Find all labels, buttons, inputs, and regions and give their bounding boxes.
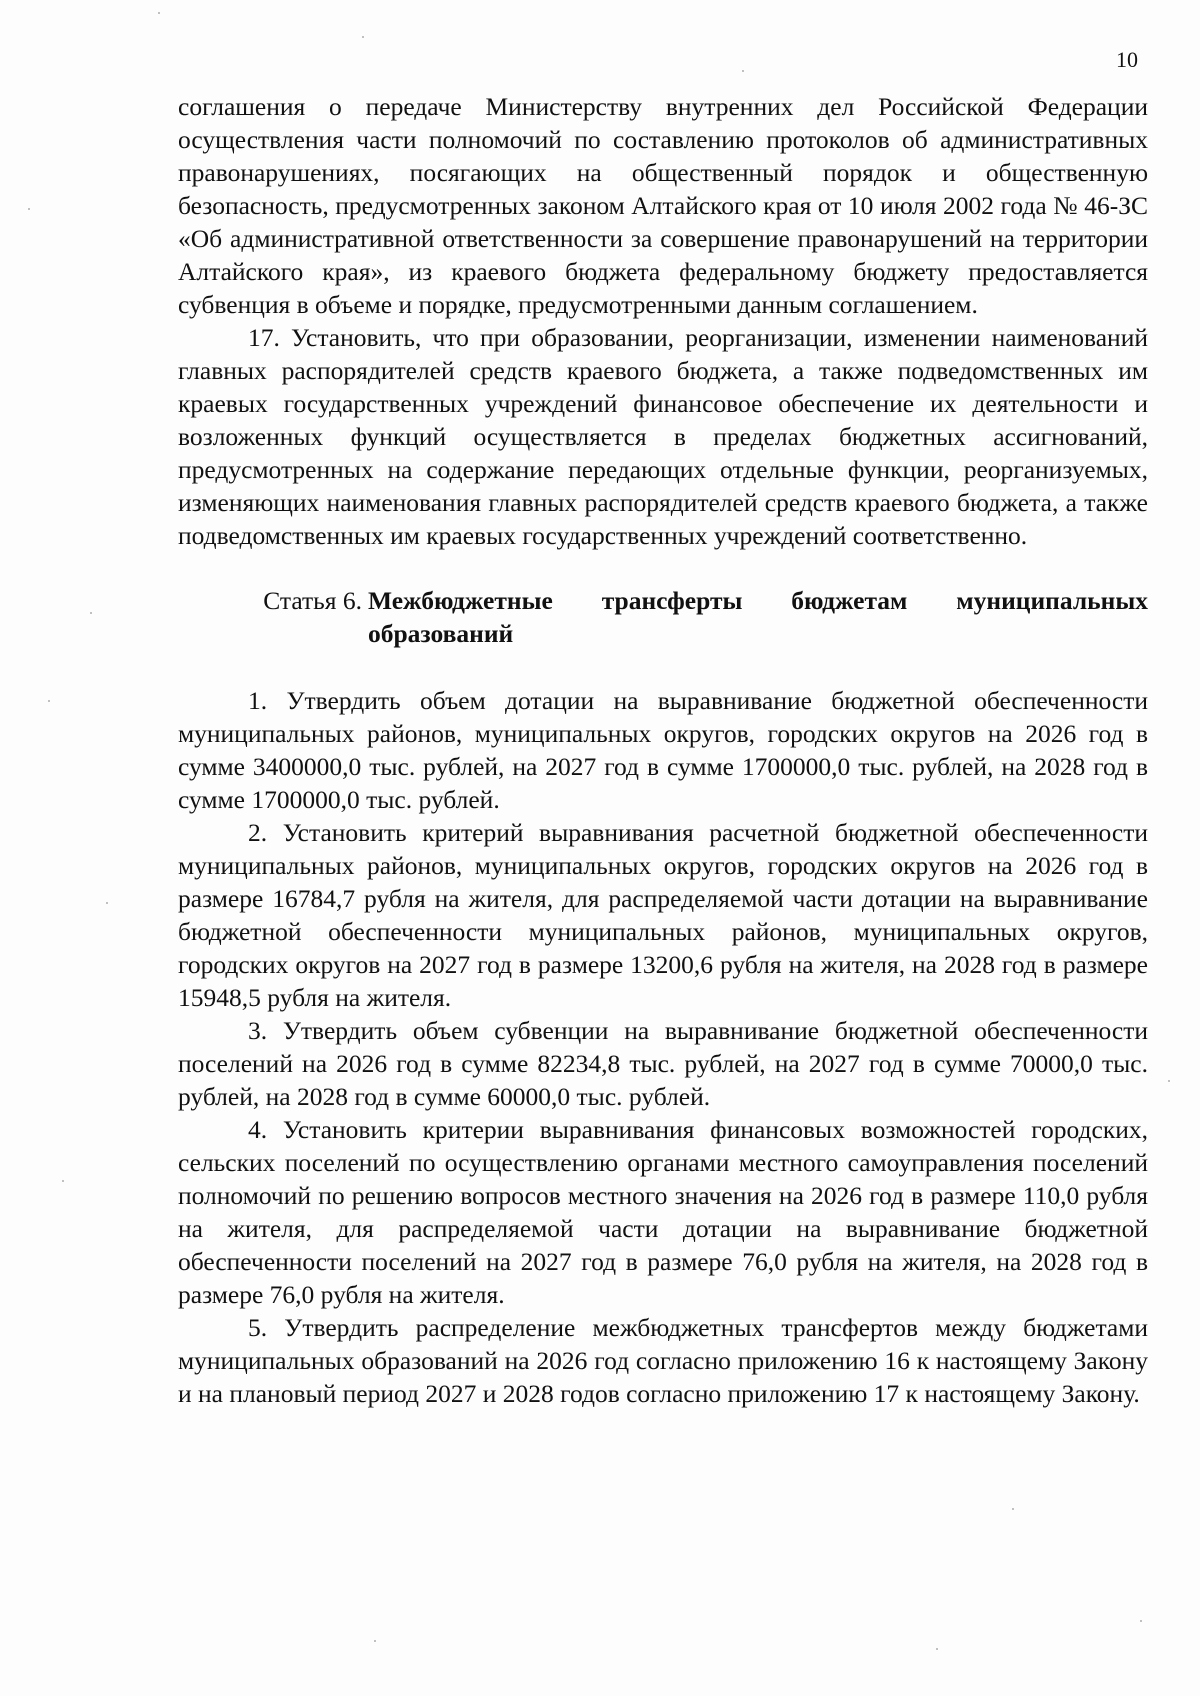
- scan-speck: [374, 1640, 376, 1642]
- paragraph-item-1: 1. Утвердить объем дотации на выравнивание бюджетной обеспеченности муниципальных районов, муниципальных округов, городских округов на 2026 год в сумме 3400000,0 тыс. рублей, на 2027 год в сумме 1700000,0 тыс. рублей, на 2028 год в сумме 1700000,0 тыс. рублей.: [178, 686, 1148, 814]
- scan-speck: [1168, 1080, 1170, 1082]
- document-body: [178, 90, 1148, 1410]
- paragraph-continuation: соглашения о передаче Министерству внутренних дел Российской Федерации осуществления части полномочий по составлению протоколов об административных правонарушениях, посягающих на общественный порядок и общественную безопасность, предусмотренных законом Алтайского края от 10 июля 2002 года № 46-ЗС «Об административной ответственности за совершение правонарушений на территории Алтайского края», из краевого бюджета федеральному бюджету предоставляется субвенция в объеме и порядке, предусмотренными данным соглашением.: [178, 92, 1148, 319]
- scan-speck: [1140, 1620, 1142, 1622]
- page-number: 10: [1116, 47, 1138, 72]
- paragraph-item-2: 2. Установить критерий выравнивания расчетной бюджетной обеспеченности муниципальных районов, муниципальных округов, городских округов на 2026 год в размере 16784,7 рубля на жителя, для распределяемой части дотации на выравнивание бюджетной обеспеченности муниципальных районов, муниципальных округов, городских округов на 2027 год в размере 13200,6 рубля на жителя, на 2028 год в размере 15948,5 рубля на жителя.: [178, 818, 1148, 1012]
- scan-speck: [742, 70, 744, 72]
- scan-speck: [1012, 1508, 1014, 1510]
- scan-speck: [362, 36, 364, 38]
- scan-speck: [48, 700, 50, 702]
- article-label: Статья 6.: [263, 586, 362, 615]
- article-heading: [178, 584, 1148, 650]
- scan-speck: [28, 208, 30, 210]
- scan-speck: [62, 1180, 64, 1182]
- paragraph-item-3: 3. Утвердить объем субвенции на выравнивание бюджетной обеспеченности поселений на 2026 год в сумме 82234,8 тыс. рублей, на 2027 год в сумме 70000,0 тыс. рублей, на 2028 год в сумме 60000,0 тыс. рублей.: [178, 1016, 1148, 1111]
- scan-speck: [936, 1648, 938, 1650]
- paragraph-item-17: 17. Установить, что при образовании, реорганизации, изменении наименований главных распорядителей средств краевого бюджета, а также подведомственных им краевых государственных учреждений финансовое обеспечение их деятельности и возложенных функций осуществляется в пределах бюджетных ассигнований, предусмотренных на содержание передающих отдельные функции, реорганизуемых, изменяющих наименования главных распорядителей средств краевого бюджета, а также подведомственных им краевых государственных учреждений соответственно.: [178, 323, 1148, 550]
- scan-speck: [106, 902, 108, 904]
- scan-speck: [158, 12, 160, 14]
- paragraph-item-4: 4. Установить критерии выравнивания финансовых возможностей городских, сельских поселений по осуществлению органами местного самоуправления поселений полномочий по решению вопросов местного значения на 2026 год в размере 110,0 рубля на жителя, для распределяемой части дотации на выравнивание бюджетной обеспеченности поселений на 2027 год в размере 76,0 рубля на жителя, на 2028 год в размере 76,0 рубля на жителя.: [178, 1115, 1148, 1309]
- article-title: Межбюджетные трансферты бюджетам муниципальных образований: [368, 586, 1148, 648]
- paragraph-item-5: 5. Утвердить распределение межбюджетных трансфертов между бюджетами муниципальных образований на 2026 год согласно приложению 16 к настоящему Закону и на плановый период 2027 и 2028 годов согласно приложению 17 к настоящему Закону.: [178, 1313, 1148, 1408]
- scan-speck: [90, 612, 92, 614]
